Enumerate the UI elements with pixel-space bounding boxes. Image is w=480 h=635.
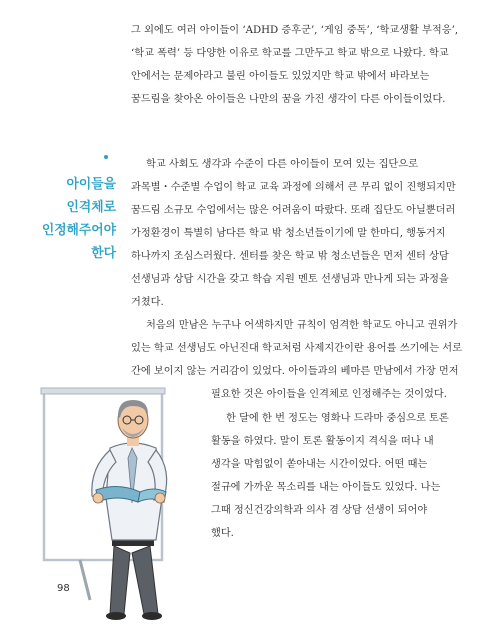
text-line: 그 외에도 여러 아이들이 ‘ADHD 증후군’, ‘게임 중독’, ‘학교생활 부적응’,: [131, 25, 459, 36]
text-line: 하나까지 조심스러웠다. 센터를 찾은 학교 밖 청소년들은 먼저 센터 상담: [131, 251, 449, 262]
text-line: 과목별・수준별 수업이 학교 교육 과정에 의해서 큰 무리 없이 진행되지만: [131, 182, 456, 193]
text-line: 학교 사회도 생각과 수준이 다른 아이들이 모여 있는 집단으로: [146, 159, 418, 170]
text-line: 활동을 하였다. 말이 토론 활동이지 격식을 떠나 내: [211, 436, 434, 447]
text-line: 가정환경이 특별히 남다른 학교 밖 청소년들이기에 말 한마디, 행동거지: [131, 228, 446, 239]
text-line: 생각을 막힘없이 쏟아내는 시간이었다. 어떤 때는: [211, 459, 428, 470]
text-line: 간에 보이지 않는 거리감이 있었다. 아이들과의 베마른 만남에서 가장 먼저: [131, 366, 459, 377]
text-line: ‘학교 폭력’ 등 다양한 이유로 학교를 그만두고 학교 밖으로 나왔다. 학교: [131, 48, 449, 59]
teacher-illustration: [40, 378, 210, 628]
text-line: 필요한 것은 아이들을 인격체로 인정해주는 것이었다.: [211, 389, 447, 400]
sidenote-line: 인격체로: [66, 200, 116, 215]
text-line: 꿈드림을 찾아온 아이들은 나만의 꿈을 가진 생각이 다른 아이들이었다.: [131, 94, 446, 105]
text-line: 했다.: [211, 528, 234, 539]
text-line: 처음의 만남은 누구나 어색하지만 규칙이 엄격한 학교도 아니고 권위가: [146, 320, 458, 331]
text-line: 거쳤다.: [131, 297, 164, 308]
text-line: 한 달에 한 번 정도는 영화나 드라마 중심으로 토론: [226, 413, 449, 424]
text-line: 안에서는 문제아라고 불린 아이들도 있었지만 학교 밖에서 바라보는: [131, 71, 430, 82]
sidenote-line: 한다: [91, 246, 116, 261]
page-number: 98: [57, 583, 70, 594]
text-line: 있는 학교 선생님도 아닌진대 학교처럼 사제지간이란 용어를 쓰기에는 서로: [131, 343, 462, 354]
text-line: 그때 정신건강의학과 의사 겸 상담 선생이 되어야: [211, 505, 428, 516]
sidenote-line: 아이들을: [66, 177, 116, 192]
sidenote-line: 인정해주어야: [41, 223, 116, 238]
sidenote-bullet: [104, 155, 108, 159]
text-line: 꿈드림 소규모 수업에서는 많은 어려움이 따랐다. 또래 집단도 아닐뿐더러: [131, 205, 456, 216]
text-line: 선생님과 상담 시간을 갖고 학습 지원 멘토 선생님과 만나게 되는 과정을: [131, 274, 449, 285]
text-line: 절규에 가까운 목소리를 내는 아이들도 있었다. 나는: [211, 482, 441, 493]
